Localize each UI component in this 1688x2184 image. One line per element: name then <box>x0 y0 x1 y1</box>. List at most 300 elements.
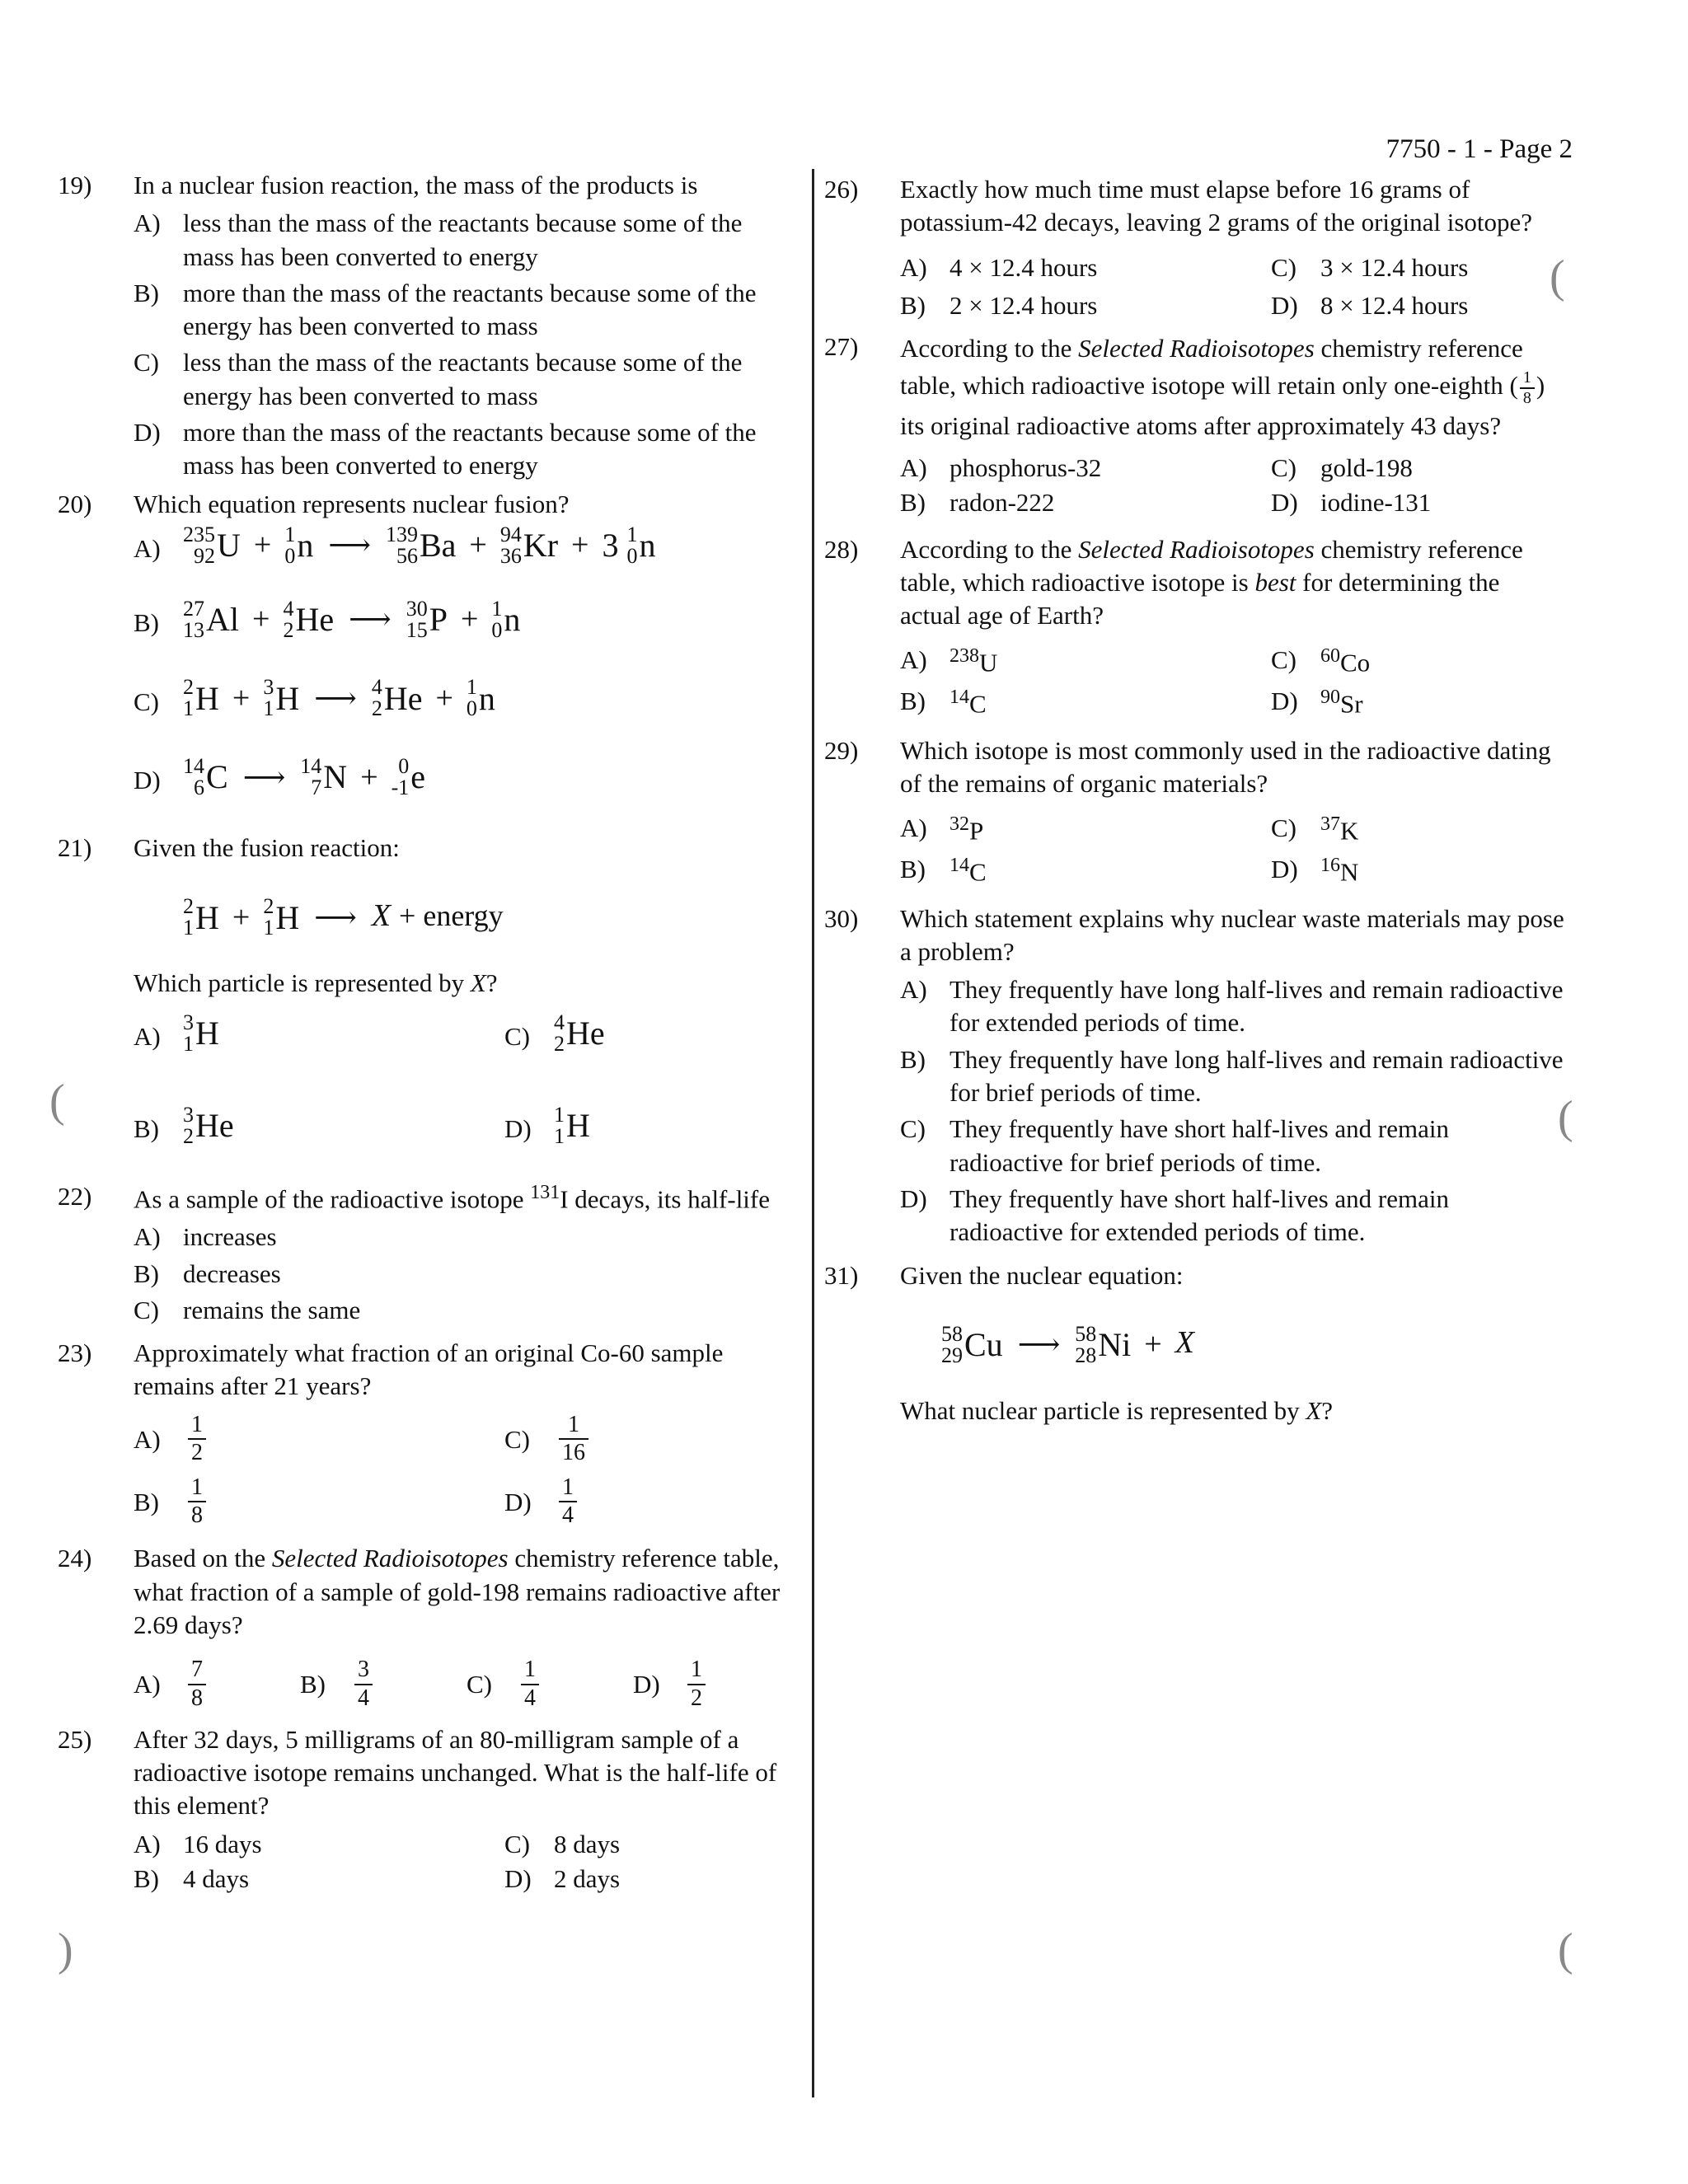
mass-number: 0 <box>398 754 410 779</box>
element-symbol: n <box>297 526 314 564</box>
choice-label: B) <box>134 1113 159 1143</box>
question-22 <box>58 1180 799 1328</box>
plus-sign: + <box>435 680 453 715</box>
atomic-number: 7 <box>311 776 322 800</box>
denominator: 4 <box>358 1685 369 1711</box>
choice-a[interactable] <box>134 1412 504 1466</box>
element-symbol: H <box>195 1014 219 1052</box>
unknown-x: X <box>1175 1324 1194 1360</box>
denominator: 8 <box>1522 389 1531 408</box>
choice-text: gold-198 <box>1320 452 1413 482</box>
element-symbol: P <box>429 600 448 638</box>
choice-label: B) <box>134 607 159 637</box>
choice-label: C) <box>134 348 159 377</box>
plus-sign: + <box>232 899 251 935</box>
atomic-number: 0 <box>626 543 638 568</box>
choice-a[interactable] <box>900 452 1271 485</box>
atomic-number: 1 <box>183 916 194 940</box>
mass-number: 3 <box>263 675 274 700</box>
question-number: 28) <box>824 534 859 564</box>
choice-label: A) <box>900 645 927 675</box>
choice-a[interactable] <box>134 1657 300 1711</box>
nuclide-ni58 <box>1075 1320 1131 1366</box>
choice-label: C) <box>504 1021 530 1051</box>
choice-a[interactable] <box>900 644 1271 680</box>
element-symbol: H <box>275 679 300 717</box>
element-symbol: Al <box>206 600 239 638</box>
question-number: 24) <box>58 1544 92 1573</box>
choice-d[interactable] <box>504 1474 801 1529</box>
ask-text: ? <box>1321 1395 1334 1425</box>
atomic-number: 29 <box>941 1343 963 1367</box>
stem-italic: Selected Radioisotopes <box>1078 534 1315 564</box>
choice-text: They frequently have long half-lives and remain radioactive for brief periods of time. <box>950 1044 1564 1108</box>
question-stem: Given the nuclear equation: <box>900 1260 1184 1290</box>
question-19 <box>58 169 799 483</box>
question-26 <box>824 173 1566 322</box>
element-symbol: U <box>979 648 998 677</box>
mass-number: 16 <box>1320 854 1340 876</box>
numerator: 1 <box>559 1474 577 1502</box>
choice-c[interactable] <box>1271 812 1568 848</box>
choice-text: They frequently have short half-lives and remain radioactive for brief periods of time. <box>950 1114 1449 1177</box>
nuclide-h2 <box>183 674 219 720</box>
choice-label: C) <box>134 1295 159 1324</box>
choice-label: A) <box>134 209 161 238</box>
fraction <box>188 1412 206 1466</box>
denominator: 16 <box>562 1439 585 1465</box>
choice-c[interactable] <box>1271 251 1568 284</box>
question-number: 21) <box>58 833 92 863</box>
choice-label: B) <box>134 1863 159 1893</box>
choice-text: radon-222 <box>950 488 1055 518</box>
mass-number: 14 <box>183 754 204 779</box>
choices <box>134 1828 799 1896</box>
nuclide-h2 <box>183 893 219 940</box>
stem-text: According to the <box>900 334 1079 363</box>
choice-label: D) <box>1271 290 1298 320</box>
numerator: 1 <box>521 1657 539 1685</box>
margin-mark: ( <box>1550 251 1565 302</box>
atomic-number: -1 <box>391 776 410 800</box>
nuclide-cu58 <box>941 1320 1003 1366</box>
choice-text: 4 days <box>183 1863 250 1893</box>
denominator: 2 <box>191 1439 203 1465</box>
atomic-number: 0 <box>491 617 503 642</box>
choice-label: A) <box>134 533 161 563</box>
choice-d[interactable] <box>1271 486 1568 519</box>
choice-label: C) <box>467 1670 492 1699</box>
nuclide-neutron <box>491 595 520 641</box>
fraction <box>354 1657 373 1711</box>
stem-text: ) its original radioactive atoms after approximately 43 days? <box>900 371 1545 441</box>
choice-label: A) <box>134 1021 161 1051</box>
atomic-number: 1 <box>263 916 274 940</box>
denominator: 8 <box>191 1502 203 1529</box>
choice-text: 16 days <box>183 1829 262 1858</box>
reaction-arrow: ⟶ <box>314 900 357 934</box>
question-stem <box>900 330 1566 445</box>
element-symbol: H <box>275 898 300 936</box>
mass-number: 60 <box>1320 645 1340 668</box>
unknown-x: X <box>371 898 392 933</box>
mass-number: 27 <box>183 596 204 621</box>
numerator: 1 <box>1520 368 1535 389</box>
choices <box>134 1653 799 1714</box>
choices <box>900 452 1566 520</box>
choice-text: 2 × 12.4 hours <box>950 290 1098 320</box>
ask-text: Which particle is represented by <box>134 968 471 998</box>
choice-label: A) <box>134 1222 161 1252</box>
element-symbol: n <box>504 600 521 638</box>
mass-number: 1 <box>466 675 477 700</box>
choice-text: more than the mass of the reactants because some of the energy has been converted to mass <box>183 278 757 341</box>
choice-d[interactable] <box>1271 853 1568 889</box>
stem-text: As a sample of the radioactive isotope <box>134 1183 531 1213</box>
fraction <box>687 1657 706 1711</box>
question-stem <box>134 1542 799 1642</box>
choice-label: D) <box>134 766 161 795</box>
question-stem: Exactly how much time must elapse before 16 grams of potassium-42 decays, leaving 2 grams of the original isotope? <box>900 175 1533 237</box>
numerator: 1 <box>559 1412 588 1440</box>
choice-b[interactable] <box>134 595 799 641</box>
denominator: 4 <box>524 1685 536 1711</box>
mass-number: 139 <box>385 522 418 546</box>
element-symbol: n <box>478 679 495 717</box>
stem-italic: best <box>1254 567 1296 597</box>
plus-sign: + <box>360 759 378 794</box>
choice-c[interactable] <box>1271 452 1568 485</box>
fraction <box>1520 368 1535 408</box>
atomic-number: 28 <box>1075 1343 1097 1367</box>
choice-a[interactable] <box>134 1828 504 1861</box>
element-symbol: C <box>969 857 987 887</box>
ask-text: What nuclear particle is represented by <box>900 1395 1306 1425</box>
stem-text: Based on the <box>134 1544 272 1573</box>
choice-c[interactable] <box>134 674 799 720</box>
mass-number: 37 <box>1320 813 1340 836</box>
nuclide-h1 <box>554 1104 590 1147</box>
nuclide-he4 <box>554 1012 605 1055</box>
choice-a[interactable] <box>900 812 1271 848</box>
right-column <box>824 165 1566 1427</box>
question-stem: Which statement explains why nuclear waste materials may pose a problem? <box>900 903 1564 966</box>
mass-number: 94 <box>499 522 522 546</box>
choice-b[interactable] <box>900 289 1271 322</box>
mass-number: 32 <box>950 813 969 836</box>
choice-label: B) <box>900 488 926 518</box>
choice-label: A) <box>900 252 927 282</box>
stem-text: chemistry reference table, what fraction of a sample of gold-198 remains radioactive after 2.69 days? <box>134 1544 781 1640</box>
numerator: 1 <box>188 1474 206 1502</box>
question-31 <box>824 1259 1566 1427</box>
choice-b[interactable] <box>134 1258 799 1291</box>
choice-b[interactable] <box>900 1043 1566 1110</box>
mass-number: 3 <box>183 1102 194 1127</box>
question-stem: After 32 days, 5 milligrams of an 80-milligram sample of a radioactive isotope remains unchanged. What is the half-life of this element? <box>134 1724 777 1821</box>
stem-text: for determining the actual age of Earth? <box>900 567 1500 630</box>
atomic-number: 13 <box>183 617 204 642</box>
numerator: 3 <box>354 1657 373 1685</box>
nuclide-h2 <box>263 893 299 940</box>
choices <box>900 973 1566 1249</box>
choice-d[interactable] <box>900 1183 1566 1249</box>
nuclide-he4 <box>283 595 334 641</box>
question-ask <box>134 967 799 1000</box>
choice-c[interactable] <box>900 1113 1566 1179</box>
choice-b[interactable] <box>134 1104 504 1147</box>
choices <box>900 812 1566 888</box>
nuclide-neutron <box>467 674 495 720</box>
choice-text: more than the mass of the reactants because some of the mass has been converted to energy <box>183 418 757 480</box>
mass-number: 14 <box>300 754 322 779</box>
question-23 <box>58 1337 799 1529</box>
element-symbol: He <box>195 1106 234 1144</box>
atomic-number: 1 <box>183 696 194 721</box>
atomic-number: 0 <box>284 543 296 568</box>
question-25 <box>58 1723 799 1896</box>
choice-c[interactable] <box>467 1657 633 1711</box>
question-number: 23) <box>58 1338 92 1368</box>
choice-label: A) <box>134 1424 161 1454</box>
choice-text: 8 × 12.4 hours <box>1320 290 1469 320</box>
choice-c[interactable] <box>504 1412 801 1466</box>
atomic-number: 36 <box>499 543 522 568</box>
choice-b[interactable] <box>300 1657 467 1711</box>
ask-text: ? <box>485 968 498 998</box>
question-number: 20) <box>58 489 92 518</box>
choice-b[interactable] <box>900 486 1271 519</box>
choices <box>134 207 799 482</box>
question-29 <box>824 734 1566 889</box>
choice-label: D) <box>900 1183 927 1213</box>
element-symbol: Ni <box>1098 1325 1132 1363</box>
choice-label: B) <box>134 1488 159 1517</box>
element-symbol: P <box>969 816 984 846</box>
mass-number: 1 <box>491 596 503 621</box>
element-symbol: Kr <box>523 526 559 564</box>
left-column <box>58 165 799 1896</box>
reaction-arrow: ⟶ <box>242 760 286 794</box>
mass-number: 238 <box>950 645 979 668</box>
choice-c[interactable] <box>134 1294 799 1327</box>
atomic-number: 1 <box>263 696 274 721</box>
stem-text: chemistry reference table, which radioactive isotope will retain only one-eighth ( <box>900 334 1523 401</box>
question-20 <box>58 488 799 799</box>
stem-text: decays, its half-life <box>568 1183 771 1213</box>
mass-number: 90 <box>1320 687 1340 709</box>
nuclide-kr94 <box>500 521 558 567</box>
choice-d[interactable] <box>134 752 799 799</box>
choice-c[interactable] <box>504 1012 801 1055</box>
mass-number: 1 <box>554 1102 565 1127</box>
choice-d[interactable] <box>504 1104 801 1147</box>
choice-d[interactable] <box>504 1863 801 1896</box>
choices <box>900 644 1566 720</box>
stem-text: chemistry reference table, which radioactive isotope is <box>900 534 1523 597</box>
choice-text: phosphorus-32 <box>950 452 1102 482</box>
atomic-number: 2 <box>554 1031 565 1056</box>
mass-number: 2 <box>183 675 194 700</box>
choice-text: 3 × 12.4 hours <box>1320 252 1469 282</box>
atomic-number: 6 <box>194 776 204 800</box>
reaction-arrow: ⟶ <box>1017 1328 1061 1361</box>
choice-text: They frequently have short half-lives and remain radioactive for extended periods of time. <box>950 1183 1449 1247</box>
element-symbol: U <box>217 526 241 564</box>
choice-label: C) <box>1271 813 1296 843</box>
mass-number: 235 <box>183 522 215 546</box>
question-number: 22) <box>58 1181 92 1211</box>
choice-text: less than the mass of the reactants because some of the mass has been converted to energy <box>183 209 743 271</box>
choices <box>134 1412 799 1530</box>
question-number: 19) <box>58 171 92 199</box>
choice-label: C) <box>1271 645 1296 675</box>
mass-number: 30 <box>406 596 428 621</box>
margin-mark: ( <box>49 1076 65 1127</box>
choice-label: D) <box>134 418 161 448</box>
choice-a[interactable] <box>134 207 799 274</box>
choice-label: D) <box>1271 687 1298 716</box>
nuclide-p30 <box>406 595 448 641</box>
mass-number: 4 <box>554 1010 565 1034</box>
question-stem: Given the fusion reaction: <box>134 833 400 863</box>
question-number: 25) <box>58 1724 92 1754</box>
mass-number: 3 <box>183 1010 194 1034</box>
choice-d[interactable] <box>633 1657 799 1711</box>
atomic-number: 2 <box>371 696 382 721</box>
choice-b[interactable] <box>900 685 1271 721</box>
nuclide-u235 <box>183 521 241 567</box>
stem-italic: Selected Radioisotopes <box>1078 334 1315 363</box>
nuclide-n14 <box>300 752 347 799</box>
choice-c[interactable] <box>504 1828 801 1861</box>
choice-label: C) <box>504 1829 530 1858</box>
margin-mark: ( <box>1558 1924 1573 1975</box>
plus-sign: + <box>232 680 251 715</box>
question-21 <box>58 832 799 1146</box>
margin-mark: ) <box>58 1924 73 1975</box>
choice-label: A) <box>900 813 927 843</box>
plus-sign: + <box>460 601 479 636</box>
element-symbol: He <box>295 600 335 638</box>
choice-a[interactable] <box>134 1012 504 1055</box>
plus-sign: + <box>252 601 270 636</box>
mass-number: 2 <box>263 894 274 919</box>
choice-d[interactable] <box>1271 289 1568 322</box>
reaction-arrow: ⟶ <box>349 602 392 636</box>
choice-label: D) <box>1271 488 1298 518</box>
choice-label: D) <box>504 1863 532 1893</box>
nuclide-neutron <box>626 521 655 567</box>
mass-number: 14 <box>950 854 969 876</box>
energy-term: + energy <box>399 898 504 932</box>
unknown-x: X <box>470 968 486 998</box>
nuclide-h3 <box>183 1012 219 1055</box>
choice-d[interactable] <box>134 416 799 483</box>
fraction <box>188 1657 206 1711</box>
fraction <box>559 1474 577 1529</box>
plus-sign: + <box>253 527 272 563</box>
choice-b[interactable] <box>134 1863 504 1896</box>
question-stem: Which equation represents nuclear fusion? <box>134 489 570 518</box>
question-stem <box>134 1180 799 1216</box>
element-symbol: n <box>639 526 656 564</box>
choice-a[interactable] <box>134 1221 799 1254</box>
mass-number: 58 <box>1075 1321 1097 1346</box>
question-stem: In a nuclear fusion reaction, the mass of the products is <box>134 171 698 199</box>
choice-label: D) <box>504 1113 532 1143</box>
mass-number: 58 <box>941 1321 963 1346</box>
choice-b[interactable] <box>134 277 799 344</box>
coefficient: 3 <box>602 526 619 564</box>
question-27 <box>824 330 1566 519</box>
choice-label: C) <box>1271 252 1296 282</box>
element-symbol: H <box>195 898 219 936</box>
choice-label: A) <box>900 975 927 1005</box>
question-stem: Which isotope is most commonly used in the radioactive dating of the remains of organic materials? <box>900 735 1551 798</box>
plus-sign: + <box>1144 1326 1162 1361</box>
atomic-number: 0 <box>466 696 477 721</box>
choice-a[interactable] <box>900 973 1566 1040</box>
element-symbol: Sr <box>1340 689 1363 719</box>
fraction <box>521 1657 539 1711</box>
stem-text: According to the <box>900 534 1079 564</box>
fraction <box>559 1412 588 1466</box>
choice-a[interactable] <box>134 521 799 567</box>
choice-text: iodine-131 <box>1320 488 1432 518</box>
choices <box>900 251 1566 323</box>
atomic-number: 1 <box>183 1031 194 1056</box>
plus-sign: + <box>469 527 487 563</box>
choice-a[interactable] <box>900 251 1271 284</box>
question-number: 30) <box>824 903 859 933</box>
choice-label: B) <box>134 1258 159 1288</box>
mass-number: 2 <box>183 894 194 919</box>
element-symbol: N <box>323 758 348 796</box>
page-header: 7750 - 1 - Page 2 <box>1386 134 1573 164</box>
question-24 <box>58 1542 799 1714</box>
mass-number: 1 <box>284 522 296 546</box>
mass-number: 4 <box>283 596 294 621</box>
choice-label: C) <box>900 1114 926 1144</box>
choice-label: B) <box>300 1670 326 1699</box>
element-symbol: Ba <box>419 526 457 564</box>
choice-text: less than the mass of the reactants because some of the energy has been converted to mass <box>183 348 743 410</box>
mass-number: 14 <box>950 687 969 709</box>
nuclide-beta <box>392 752 425 799</box>
denominator: 8 <box>191 1685 203 1711</box>
choice-c[interactable] <box>134 346 799 413</box>
choice-b[interactable] <box>900 853 1271 889</box>
choice-text: They frequently have long half-lives and remain radioactive for extended periods of time. <box>950 975 1564 1038</box>
choice-label: C) <box>504 1424 530 1454</box>
element-symbol: Cu <box>964 1325 1003 1363</box>
choice-d[interactable] <box>1271 685 1568 721</box>
choice-b[interactable] <box>134 1474 504 1529</box>
denominator: 2 <box>691 1685 702 1711</box>
element-symbol: C <box>969 689 987 719</box>
choice-label: A) <box>134 1670 161 1699</box>
nuclide-ba139 <box>386 521 456 567</box>
denominator: 4 <box>562 1502 574 1529</box>
mass-number: 131 <box>530 1181 560 1203</box>
choice-label: D) <box>504 1488 532 1517</box>
choice-c[interactable] <box>1271 644 1568 680</box>
question-number: 31) <box>824 1260 859 1290</box>
nuclide-he3 <box>183 1104 234 1147</box>
choice-label: D) <box>633 1670 660 1699</box>
nuclide-c14 <box>183 752 228 799</box>
